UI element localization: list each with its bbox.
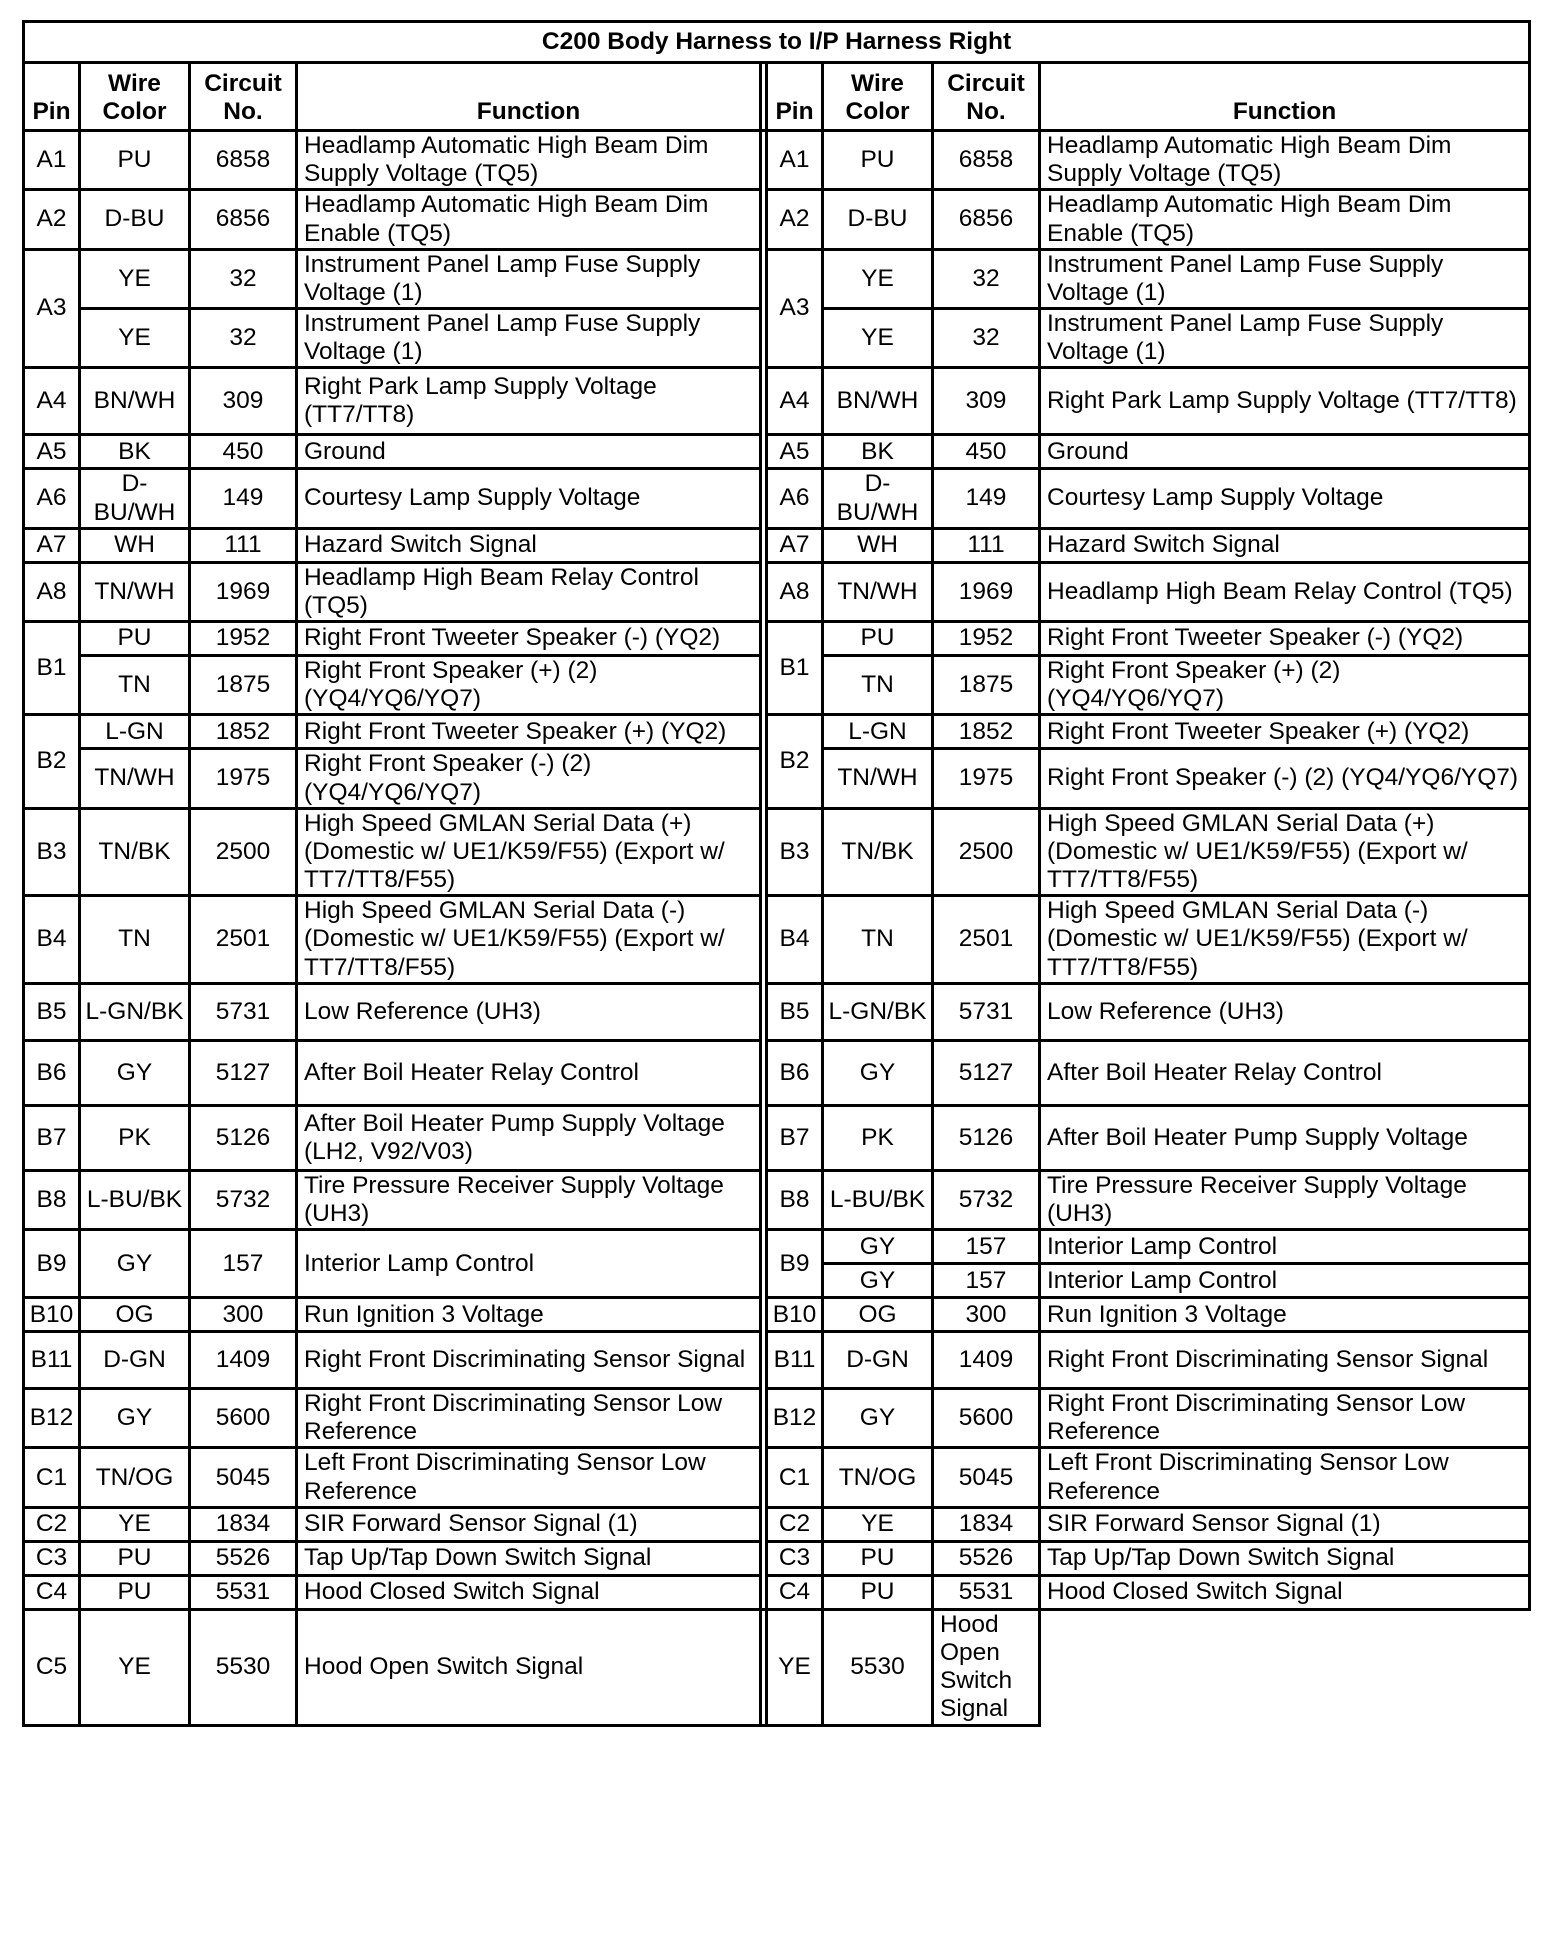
- table-row: [24, 190, 1530, 249]
- wire-color-cell: L-BU/BK: [80, 1170, 190, 1229]
- circuit-cell: 5731: [190, 983, 297, 1040]
- circuit-cell: 32: [933, 309, 1040, 368]
- function-cell: Tap Up/Tap Down Switch Signal: [1040, 1541, 1530, 1575]
- function-cell: Ground: [1040, 435, 1530, 469]
- function-cell: Instrument Panel Lamp Fuse Supply Voltage (1): [1040, 249, 1530, 308]
- circuit-cell: 32: [190, 249, 297, 308]
- function-cell: Hood Open Switch Signal: [933, 1609, 1040, 1725]
- function-cell: Right Front Speaker (+) (2) (YQ4/YQ6/YQ7): [297, 656, 761, 715]
- table-row: [24, 808, 1530, 896]
- table-row: [24, 1575, 1530, 1609]
- function-cell: Low Reference (UH3): [297, 983, 761, 1040]
- pin-cell: B4: [767, 896, 823, 984]
- circuit-cell: 5126: [190, 1105, 297, 1170]
- wire-color-cell: TN/WH: [823, 749, 933, 808]
- pin-cell: C2: [24, 1507, 80, 1541]
- header-function: Function: [297, 63, 761, 131]
- circuit-cell: 5126: [933, 1105, 1040, 1170]
- circuit-cell: 1834: [933, 1507, 1040, 1541]
- header-circuit-no: Circuit No.: [190, 63, 297, 131]
- wire-color-cell: GY: [823, 1264, 933, 1298]
- connector-table: [22, 20, 1531, 1727]
- wire-color-cell: YE: [80, 249, 190, 308]
- table-body: [24, 131, 1530, 1726]
- wire-color-cell: L-GN/BK: [80, 983, 190, 1040]
- function-cell: Right Park Lamp Supply Voltage (TT7/TT8): [297, 368, 761, 435]
- pin-cell: A5: [24, 435, 80, 469]
- function-cell: Low Reference (UH3): [1040, 983, 1530, 1040]
- wire-color-cell: BK: [80, 435, 190, 469]
- pin-cell: A7: [24, 528, 80, 562]
- pin-cell: C5: [24, 1609, 80, 1725]
- wire-color-cell: D-BU: [823, 190, 933, 249]
- function-cell: Headlamp Automatic High Beam Dim Enable (TQ5): [297, 190, 761, 249]
- pin-cell: B6: [24, 1040, 80, 1105]
- function-cell: Right Front Speaker (-) (2) (YQ4/YQ6/YQ7): [297, 749, 761, 808]
- circuit-cell: 1852: [933, 715, 1040, 749]
- function-cell: Interior Lamp Control: [297, 1230, 761, 1298]
- table-row: [24, 1332, 1530, 1389]
- wire-color-cell: YE: [80, 1609, 190, 1725]
- pin-cell: A1: [24, 131, 80, 190]
- wire-color-cell: OG: [80, 1298, 190, 1332]
- pin-cell: B4: [24, 896, 80, 984]
- table-row: [24, 1448, 1530, 1507]
- pin-cell: B9: [767, 1230, 823, 1298]
- circuit-cell: 5127: [190, 1040, 297, 1105]
- pin-cell: C3: [767, 1541, 823, 1575]
- circuit-cell: 5045: [933, 1448, 1040, 1507]
- function-cell: After Boil Heater Relay Control: [297, 1040, 761, 1105]
- circuit-cell: 1975: [933, 749, 1040, 808]
- circuit-cell: 32: [190, 309, 297, 368]
- circuit-cell: 157: [933, 1264, 1040, 1298]
- pin-cell: B2: [767, 715, 823, 808]
- function-cell: High Speed GMLAN Serial Data (+) (Domestic w/ UE1/K59/F55) (Export w/ TT7/TT8/F55): [1040, 808, 1530, 896]
- function-cell: Right Front Tweeter Speaker (-) (YQ2): [297, 622, 761, 656]
- circuit-cell: 5526: [190, 1541, 297, 1575]
- wire-color-cell: PU: [823, 131, 933, 190]
- circuit-cell: 1409: [933, 1332, 1040, 1389]
- function-cell: Right Front Discriminating Sensor Signal: [297, 1332, 761, 1389]
- wire-color-cell: YE: [823, 309, 933, 368]
- function-cell: Headlamp High Beam Relay Control (TQ5): [297, 562, 761, 621]
- pin-cell: A6: [24, 469, 80, 528]
- function-cell: Hood Open Switch Signal: [297, 1609, 761, 1725]
- header-wire-color: Wire Color: [80, 63, 190, 131]
- pin-cell: B3: [767, 808, 823, 896]
- table-row: [24, 562, 1530, 621]
- pin-cell: A6: [767, 469, 823, 528]
- wire-color-cell: D-BU/WH: [823, 469, 933, 528]
- wire-color-cell: D-BU/WH: [80, 469, 190, 528]
- function-cell: Instrument Panel Lamp Fuse Supply Voltage (1): [1040, 309, 1530, 368]
- header-function: Function: [1040, 63, 1530, 131]
- header-pin: Pin: [24, 63, 80, 131]
- table-row: [24, 896, 1530, 984]
- pin-cell: B10: [24, 1298, 80, 1332]
- wire-color-cell: TN: [823, 896, 933, 984]
- wire-color-cell: L-GN: [823, 715, 933, 749]
- function-cell: Right Front Tweeter Speaker (-) (YQ2): [1040, 622, 1530, 656]
- pin-cell: C3: [24, 1541, 80, 1575]
- function-cell: Interior Lamp Control: [1040, 1264, 1530, 1298]
- wire-color-cell: YE: [80, 1507, 190, 1541]
- function-cell: Headlamp Automatic High Beam Dim Supply Voltage (TQ5): [1040, 131, 1530, 190]
- wire-color-cell: GY: [823, 1230, 933, 1264]
- circuit-cell: 5732: [190, 1170, 297, 1229]
- function-cell: After Boil Heater Pump Supply Voltage: [1040, 1105, 1530, 1170]
- circuit-cell: 300: [933, 1298, 1040, 1332]
- function-cell: Headlamp Automatic High Beam Dim Enable (TQ5): [1040, 190, 1530, 249]
- function-cell: Hazard Switch Signal: [1040, 528, 1530, 562]
- function-cell: Right Front Speaker (+) (2) (YQ4/YQ6/YQ7): [1040, 656, 1530, 715]
- circuit-cell: 5600: [933, 1389, 1040, 1448]
- function-cell: Ground: [297, 435, 761, 469]
- table-row: [24, 1170, 1530, 1229]
- function-cell: Hood Closed Switch Signal: [297, 1575, 761, 1609]
- circuit-cell: 2501: [190, 896, 297, 984]
- wire-color-cell: PU: [823, 622, 933, 656]
- function-cell: Instrument Panel Lamp Fuse Supply Voltage (1): [297, 249, 761, 308]
- pin-cell: B7: [767, 1105, 823, 1170]
- circuit-cell: 1852: [190, 715, 297, 749]
- wire-color-cell: YE: [80, 309, 190, 368]
- circuit-cell: 6856: [190, 190, 297, 249]
- wire-color-cell: WH: [80, 528, 190, 562]
- wire-color-cell: TN/BK: [823, 808, 933, 896]
- function-cell: Right Front Tweeter Speaker (+) (YQ2): [1040, 715, 1530, 749]
- pin-cell: C4: [24, 1575, 80, 1609]
- wire-color-cell: GY: [80, 1040, 190, 1105]
- circuit-cell: 1952: [190, 622, 297, 656]
- table-row: [24, 715, 1530, 749]
- pin-cell: B6: [767, 1040, 823, 1105]
- wire-color-cell: YE: [767, 1609, 823, 1725]
- wire-color-cell: TN/WH: [80, 749, 190, 808]
- pin-cell: A7: [767, 528, 823, 562]
- pin-cell: B5: [24, 983, 80, 1040]
- function-cell: SIR Forward Sensor Signal (1): [1040, 1507, 1530, 1541]
- wire-color-cell: BN/WH: [80, 368, 190, 435]
- pin-cell: B1: [24, 622, 80, 715]
- header-wire-color: Wire Color: [823, 63, 933, 131]
- pin-cell: A4: [767, 368, 823, 435]
- wire-color-cell: L-GN: [80, 715, 190, 749]
- circuit-cell: 5731: [933, 983, 1040, 1040]
- wire-color-cell: YE: [823, 1507, 933, 1541]
- circuit-cell: 1834: [190, 1507, 297, 1541]
- circuit-cell: 149: [190, 469, 297, 528]
- table-row: [24, 622, 1530, 656]
- function-cell: Right Park Lamp Supply Voltage (TT7/TT8): [1040, 368, 1530, 435]
- pin-cell: B10: [767, 1298, 823, 1332]
- table-row: [24, 1609, 1530, 1725]
- wire-color-cell: GY: [80, 1389, 190, 1448]
- circuit-cell: 157: [190, 1230, 297, 1298]
- wire-color-cell: PK: [823, 1105, 933, 1170]
- pin-cell: A3: [24, 249, 80, 368]
- function-cell: Right Front Discriminating Sensor Low Reference: [297, 1389, 761, 1448]
- wire-color-cell: GY: [823, 1389, 933, 1448]
- circuit-cell: 5531: [190, 1575, 297, 1609]
- pin-cell: A8: [767, 562, 823, 621]
- table-row: [24, 1230, 1530, 1264]
- function-cell: Left Front Discriminating Sensor Low Reference: [297, 1448, 761, 1507]
- wire-color-cell: PU: [80, 1575, 190, 1609]
- function-cell: Run Ignition 3 Voltage: [1040, 1298, 1530, 1332]
- function-cell: Courtesy Lamp Supply Voltage: [297, 469, 761, 528]
- function-cell: Tap Up/Tap Down Switch Signal: [297, 1541, 761, 1575]
- function-cell: Right Front Tweeter Speaker (+) (YQ2): [297, 715, 761, 749]
- function-cell: After Boil Heater Relay Control: [1040, 1040, 1530, 1105]
- wire-color-cell: TN/OG: [823, 1448, 933, 1507]
- wire-color-cell: OG: [823, 1298, 933, 1332]
- pin-cell: B1: [767, 622, 823, 715]
- table-row: [24, 1507, 1530, 1541]
- pin-cell: B9: [24, 1230, 80, 1298]
- circuit-cell: 1969: [933, 562, 1040, 621]
- function-cell: Hood Closed Switch Signal: [1040, 1575, 1530, 1609]
- wire-color-cell: L-BU/BK: [823, 1170, 933, 1229]
- table-row: [24, 1040, 1530, 1105]
- wire-color-cell: L-GN/BK: [823, 983, 933, 1040]
- wire-color-cell: GY: [823, 1040, 933, 1105]
- function-cell: High Speed GMLAN Serial Data (-) (Domestic w/ UE1/K59/F55) (Export w/ TT7/TT8/F55): [297, 896, 761, 984]
- pin-cell: B8: [767, 1170, 823, 1229]
- circuit-cell: 5045: [190, 1448, 297, 1507]
- circuit-cell: 32: [933, 249, 1040, 308]
- wire-color-cell: D-BU: [80, 190, 190, 249]
- wire-color-cell: TN/BK: [80, 808, 190, 896]
- wire-color-cell: PU: [823, 1541, 933, 1575]
- wire-color-cell: WH: [823, 528, 933, 562]
- pin-cell: B7: [24, 1105, 80, 1170]
- function-cell: High Speed GMLAN Serial Data (+) (Domestic w/ UE1/K59/F55) (Export w/ TT7/TT8/F55): [297, 808, 761, 896]
- circuit-cell: 1875: [933, 656, 1040, 715]
- pin-cell: B8: [24, 1170, 80, 1229]
- wire-color-cell: TN: [80, 656, 190, 715]
- pin-cell: B3: [24, 808, 80, 896]
- pin-cell: B11: [767, 1332, 823, 1389]
- wire-color-cell: PU: [80, 622, 190, 656]
- function-cell: Headlamp Automatic High Beam Dim Supply Voltage (TQ5): [297, 131, 761, 190]
- wire-color-cell: TN: [80, 896, 190, 984]
- circuit-cell: 1975: [190, 749, 297, 808]
- wire-color-cell: TN/WH: [823, 562, 933, 621]
- pin-cell: A8: [24, 562, 80, 621]
- circuit-cell: 2500: [933, 808, 1040, 896]
- table-row: [24, 1105, 1530, 1170]
- pin-cell: B5: [767, 983, 823, 1040]
- function-cell: Run Ignition 3 Voltage: [297, 1298, 761, 1332]
- table-row: [24, 435, 1530, 469]
- table-row: [24, 528, 1530, 562]
- circuit-cell: 6858: [933, 131, 1040, 190]
- table-row: [24, 368, 1530, 435]
- pin-cell: A1: [767, 131, 823, 190]
- circuit-cell: 2501: [933, 896, 1040, 984]
- pin-cell: A2: [24, 190, 80, 249]
- circuit-cell: 1409: [190, 1332, 297, 1389]
- wire-color-cell: TN/WH: [80, 562, 190, 621]
- circuit-cell: 5526: [933, 1541, 1040, 1575]
- table-row: [24, 1541, 1530, 1575]
- pin-cell: A4: [24, 368, 80, 435]
- circuit-cell: 300: [190, 1298, 297, 1332]
- pin-cell: B12: [24, 1389, 80, 1448]
- wire-color-cell: TN/OG: [80, 1448, 190, 1507]
- wire-color-cell: YE: [823, 249, 933, 308]
- circuit-cell: 2500: [190, 808, 297, 896]
- circuit-cell: 6858: [190, 131, 297, 190]
- circuit-cell: 157: [933, 1230, 1040, 1264]
- function-cell: Left Front Discriminating Sensor Low Reference: [1040, 1448, 1530, 1507]
- circuit-cell: 450: [190, 435, 297, 469]
- circuit-cell: 1969: [190, 562, 297, 621]
- table-row: [24, 983, 1530, 1040]
- pin-cell: C1: [24, 1448, 80, 1507]
- function-cell: Tire Pressure Receiver Supply Voltage (UH3): [297, 1170, 761, 1229]
- function-cell: Courtesy Lamp Supply Voltage: [1040, 469, 1530, 528]
- pin-cell: B12: [767, 1389, 823, 1448]
- pin-cell: C2: [767, 1507, 823, 1541]
- pin-cell: C4: [767, 1575, 823, 1609]
- wire-color-cell: D-GN: [80, 1332, 190, 1389]
- table-row: [24, 1298, 1530, 1332]
- wire-color-cell: D-GN: [823, 1332, 933, 1389]
- wire-color-cell: PU: [80, 131, 190, 190]
- table-row: [24, 249, 1530, 308]
- table-row: [24, 469, 1530, 528]
- circuit-cell: 111: [933, 528, 1040, 562]
- circuit-cell: 111: [190, 528, 297, 562]
- wire-color-cell: BN/WH: [823, 368, 933, 435]
- pin-cell: B2: [24, 715, 80, 808]
- function-cell: Instrument Panel Lamp Fuse Supply Voltage (1): [297, 309, 761, 368]
- circuit-cell: 309: [933, 368, 1040, 435]
- function-cell: Interior Lamp Control: [1040, 1230, 1530, 1264]
- wire-color-cell: GY: [80, 1230, 190, 1298]
- wire-color-cell: PU: [80, 1541, 190, 1575]
- pin-cell: B11: [24, 1332, 80, 1389]
- table-row: [24, 131, 1530, 190]
- function-cell: High Speed GMLAN Serial Data (-) (Domestic w/ UE1/K59/F55) (Export w/ TT7/TT8/F55): [1040, 896, 1530, 984]
- wire-color-cell: TN: [823, 656, 933, 715]
- circuit-cell: 5530: [190, 1609, 297, 1725]
- circuit-cell: 5600: [190, 1389, 297, 1448]
- pin-cell: A5: [767, 435, 823, 469]
- function-cell: After Boil Heater Pump Supply Voltage (LH2, V92/V03): [297, 1105, 761, 1170]
- pin-cell: C1: [767, 1448, 823, 1507]
- function-cell: Hazard Switch Signal: [297, 528, 761, 562]
- function-cell: Headlamp High Beam Relay Control (TQ5): [1040, 562, 1530, 621]
- header-pin: Pin: [767, 63, 823, 131]
- circuit-cell: 5732: [933, 1170, 1040, 1229]
- circuit-cell: 149: [933, 469, 1040, 528]
- table-row: [24, 1389, 1530, 1448]
- function-cell: Right Front Speaker (-) (2) (YQ4/YQ6/YQ7): [1040, 749, 1530, 808]
- circuit-cell: 6856: [933, 190, 1040, 249]
- wire-color-cell: PU: [823, 1575, 933, 1609]
- circuit-cell: 309: [190, 368, 297, 435]
- pin-cell: A3: [767, 249, 823, 368]
- function-cell: SIR Forward Sensor Signal (1): [297, 1507, 761, 1541]
- circuit-cell: 1875: [190, 656, 297, 715]
- function-cell: Right Front Discriminating Sensor Signal: [1040, 1332, 1530, 1389]
- circuit-cell: 450: [933, 435, 1040, 469]
- header-circuit-no: Circuit No.: [933, 63, 1040, 131]
- circuit-cell: 5127: [933, 1040, 1040, 1105]
- wire-color-cell: BK: [823, 435, 933, 469]
- pin-cell: A2: [767, 190, 823, 249]
- circuit-cell: 5530: [823, 1609, 933, 1725]
- wire-color-cell: PK: [80, 1105, 190, 1170]
- function-cell: Right Front Discriminating Sensor Low Reference: [1040, 1389, 1530, 1448]
- function-cell: Tire Pressure Receiver Supply Voltage (UH3): [1040, 1170, 1530, 1229]
- circuit-cell: 5531: [933, 1575, 1040, 1609]
- circuit-cell: 1952: [933, 622, 1040, 656]
- table-title: C200 Body Harness to I/P Harness Right: [24, 22, 1530, 63]
